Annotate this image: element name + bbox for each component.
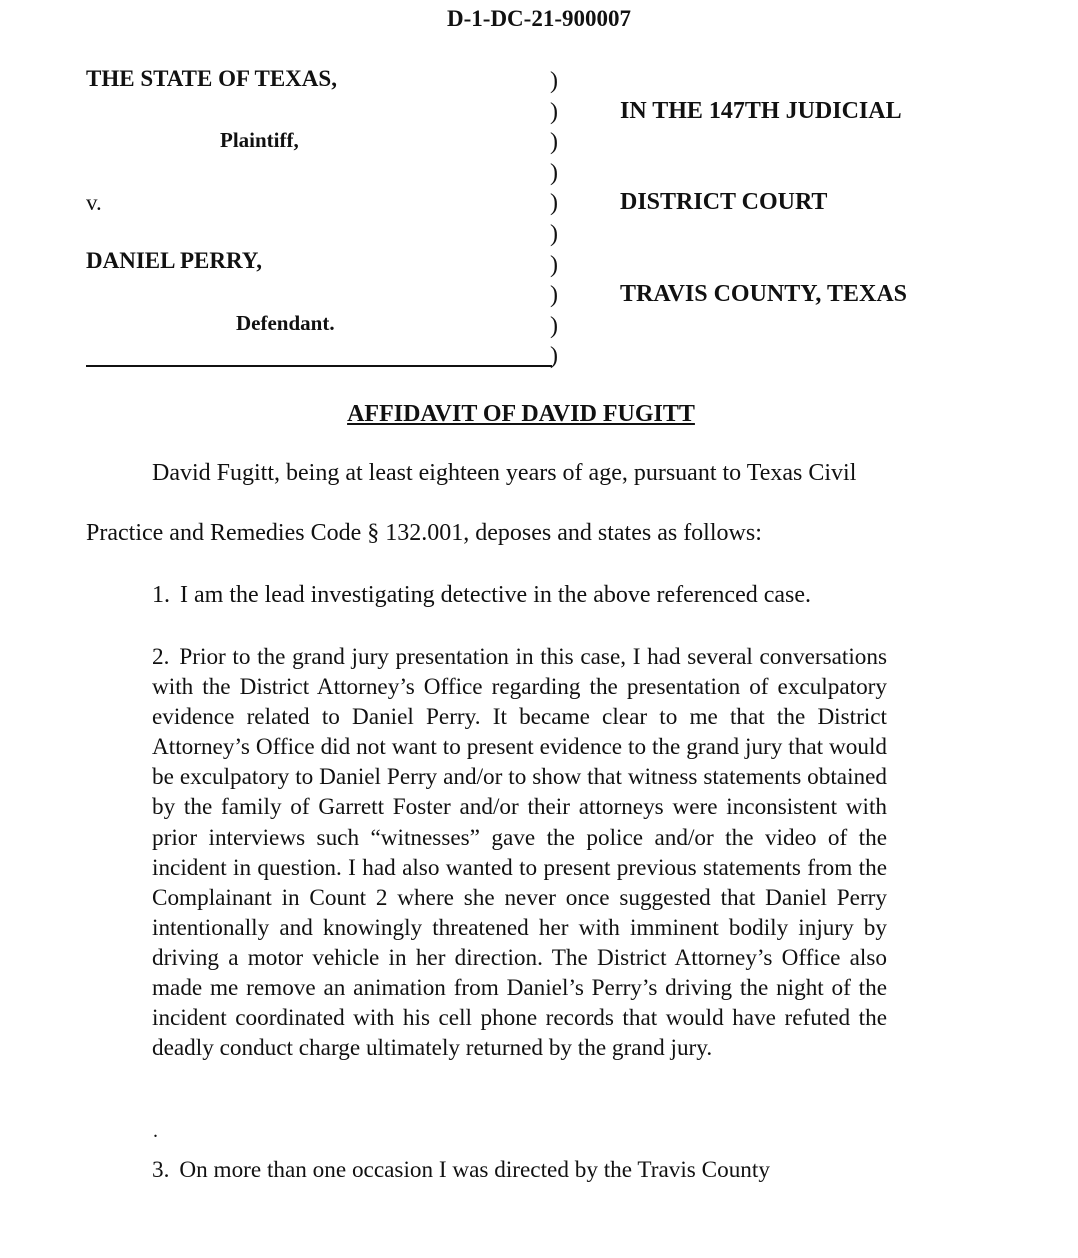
bracket-paren: ) [550,190,558,217]
case-number: D-1-DC-21-900007 [447,6,631,31]
item-text: Prior to the grand jury presentation in this case, I had several conversations with the District Attorney’s Office regarding the presentation of exculpatory evidence related to Daniel Perry. It became clear to me that the District Attorney’s Office did not want to present evidence to the grand jury that would be exculpatory to Daniel Perry and/or to show that witness statements obtained by the family of Garrett Foster and/or their attorneys were inconsistent with prior interviews such “witnesses” gave the police and/or the video of the incident in question. I had also wanted to present previous statements from the Complainant in Count 2 where she never once suggested that Daniel Perry intentionally and knowingly threatened her with imminent bodily injury by driving a motor vehicle in her direction. The District Attorney’s Office also made me remove an animation from Daniel’s Perry’s driving the night of the incident coordinated with his cell phone records that would have refuted the deadly conduct charge ultimately returned by the grand jury. [152,644,887,1062]
intro-line-1: David Fugitt, being at least eighteen years of age, pursuant to Texas Civil [152,460,857,486]
defendant-role: Defendant. [236,311,335,335]
plaintiff-role: Plaintiff, [220,128,299,152]
bracket-paren: ) [550,98,558,125]
versus-label: v. [86,190,102,215]
bracket-paren: ) [550,129,558,156]
intro-line-2: Practice and Remedies Code § 132.001, deposes and states as follows: [86,520,762,546]
bracket-paren: ) [550,159,558,186]
bracket-paren: ) [550,312,558,339]
defendant-name: DANIEL PERRY, [86,248,262,273]
bracket-paren: ) [550,220,558,247]
item-number: 1. [152,582,170,608]
item-text: I am the lead investigating detective in the above referenced case. [180,582,812,608]
court-line-district: DISTRICT COURT [620,189,828,215]
numbered-item-3 [152,1155,887,1185]
item-number: 2. [152,644,170,670]
numbered-item-2 [152,642,887,1063]
caption-divider [86,365,552,367]
stray-mark: . [153,1120,158,1142]
bracket-paren: ) [550,343,558,370]
court-line-judicial: IN THE 147TH JUDICIAL [620,98,902,124]
bracket-paren: ) [550,251,558,278]
bracket-paren: ) [550,68,558,94]
court-line-county: TRAVIS COUNTY, TEXAS [620,281,907,307]
document-title: AFFIDAVIT OF DAVID FUGITT [347,401,695,427]
bracket-paren: ) [550,282,558,309]
item-number: 3. [152,1157,170,1183]
item-text: On more than one occasion I was directed by the Travis County [179,1157,770,1183]
plaintiff-name: THE STATE OF TEXAS, [86,66,337,91]
caption-bracket [550,66,570,372]
numbered-item-1 [152,582,811,609]
